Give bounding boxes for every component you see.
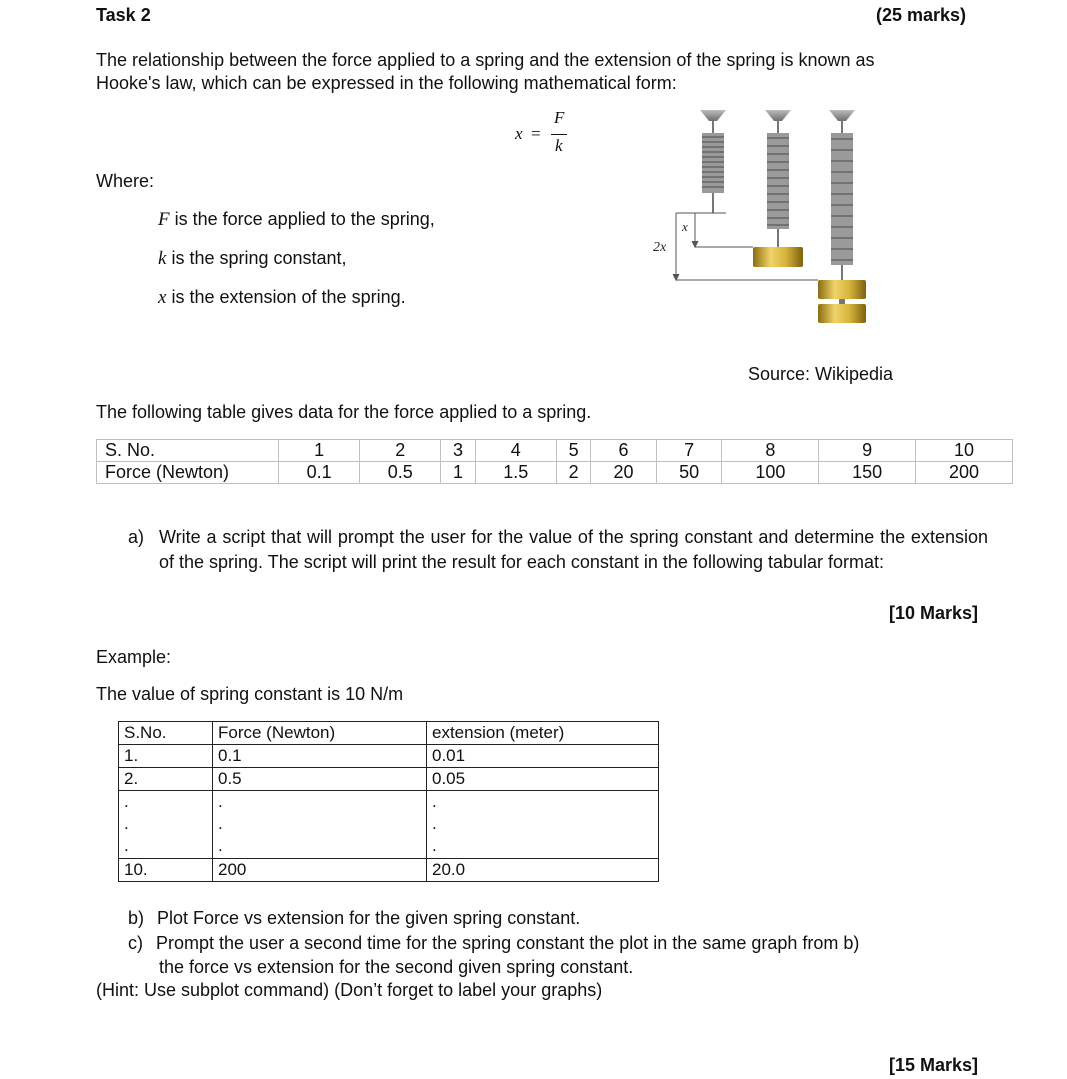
formula-equals: = xyxy=(531,124,541,143)
ellipsis-cell xyxy=(213,791,427,859)
force-cell: 0.1 xyxy=(279,462,360,484)
spring-3 xyxy=(831,121,853,280)
dot: . xyxy=(218,792,223,811)
dot: . xyxy=(124,814,129,833)
dot: . xyxy=(432,836,437,855)
cell: 20.0 xyxy=(427,859,659,882)
force-cell: 1.5 xyxy=(475,462,556,484)
question-c-line-2: the force vs extension for the second given spring constant. xyxy=(159,957,634,977)
question-a-label: a) xyxy=(128,527,145,547)
row-label-force: Force (Newton) xyxy=(97,462,279,484)
spring-2 xyxy=(767,121,789,247)
dot: . xyxy=(432,814,437,833)
where-item-constant xyxy=(158,248,347,270)
dot: . xyxy=(124,836,129,855)
task-title: Task 2 xyxy=(96,5,151,25)
where-item-extension xyxy=(158,287,406,309)
example-table xyxy=(118,721,659,882)
final-marks: [15 Marks] xyxy=(889,1055,979,1075)
example-label: Example: xyxy=(96,647,172,667)
ellipsis-cell xyxy=(427,791,659,859)
dot: . xyxy=(124,792,129,811)
sno-cell: 7 xyxy=(656,440,722,462)
sno-cell: 4 xyxy=(475,440,556,462)
table-row xyxy=(119,745,659,768)
table-row-ellipsis xyxy=(119,791,659,859)
force-cell: 2 xyxy=(556,462,590,484)
header-extension: extension (meter) xyxy=(427,722,659,745)
label-2x: 2x xyxy=(653,240,667,255)
question-c xyxy=(128,931,859,955)
formula-numerator: F xyxy=(554,108,565,127)
intro-line-1: The relationship between the force applied to a spring and the extension of the spring is known as xyxy=(96,50,875,70)
sno-cell: 3 xyxy=(441,440,475,462)
sno-cell: 9 xyxy=(819,440,916,462)
header-force: Force (Newton) xyxy=(213,722,427,745)
intro-line-2: Hooke's law, which can be expressed in the following mathematical form: xyxy=(96,73,677,93)
force-cell: 50 xyxy=(656,462,722,484)
question-b xyxy=(128,906,580,930)
dot: . xyxy=(218,836,223,855)
sno-cell: 1 xyxy=(279,440,360,462)
task-marks: (25 marks) xyxy=(876,5,967,25)
force-cell: 150 xyxy=(819,462,916,484)
where-label: Where: xyxy=(96,171,155,191)
cell: 2. xyxy=(119,768,213,791)
table-row-sno xyxy=(97,440,1013,462)
ellipsis-cell xyxy=(119,791,213,859)
table-row xyxy=(119,768,659,791)
sno-cell: 2 xyxy=(360,440,441,462)
question-a-marks: [10 Marks] xyxy=(889,603,979,623)
example-spring-line: The value of spring constant is 10 N/m xyxy=(96,684,404,704)
sno-cell: 6 xyxy=(591,440,657,462)
question-c-line-1: Prompt the user a second time for the spring constant the plot in the same graph from b) xyxy=(156,933,860,953)
formula-denominator: k xyxy=(555,136,563,155)
figure-source: Source: Wikipedia xyxy=(748,364,894,384)
question-a-text: Write a script that will prompt the user for the value of the spring constant and determine the extension of the spring. The script will print the result for each constant in the following tabular format: xyxy=(159,527,988,572)
table-row xyxy=(119,722,659,745)
force-data-table xyxy=(96,439,1013,484)
sno-cell: 10 xyxy=(916,440,1013,462)
question-a xyxy=(128,525,988,575)
where-item-text: is the force applied to the spring, xyxy=(174,209,435,229)
cell: 0.05 xyxy=(427,768,659,791)
force-cell: 0.5 xyxy=(360,462,441,484)
dot: . xyxy=(432,792,437,811)
cell: 10. xyxy=(119,859,213,882)
force-cell: 100 xyxy=(722,462,819,484)
label-x: x xyxy=(682,219,688,234)
table-row xyxy=(119,859,659,882)
cell: 0.1 xyxy=(213,745,427,768)
question-b-text: Plot Force vs extension for the given spring constant. xyxy=(157,908,581,928)
extension-markers xyxy=(673,213,818,280)
where-item-force xyxy=(158,209,435,231)
question-b-label: b) xyxy=(128,908,145,928)
dot: . xyxy=(218,814,223,833)
where-item-text: is the extension of the spring. xyxy=(171,287,406,307)
fraction-bar xyxy=(551,134,567,135)
row-label-sno: S. No. xyxy=(97,440,279,462)
force-cell: 200 xyxy=(916,462,1013,484)
cell: 1. xyxy=(119,745,213,768)
spring-diagram xyxy=(640,105,880,330)
cell: 0.01 xyxy=(427,745,659,768)
force-cell: 1 xyxy=(441,462,475,484)
sno-cell: 8 xyxy=(722,440,819,462)
formula-lhs: x xyxy=(515,124,523,143)
question-c-label: c) xyxy=(128,933,143,953)
table-intro: The following table gives data for the force applied to a spring. xyxy=(96,402,592,422)
hookes-law-formula xyxy=(513,108,583,160)
spring-mounts xyxy=(700,110,855,121)
table-row-force xyxy=(97,462,1013,484)
symbol-x: x xyxy=(158,287,167,308)
symbol-k: k xyxy=(158,248,167,269)
symbol-f: F xyxy=(158,209,170,230)
hint: (Hint: Use subplot command) (Don’t forget to label your graphs) xyxy=(96,980,603,1000)
spring-1 xyxy=(702,121,724,213)
sno-cell: 5 xyxy=(556,440,590,462)
header-sno: S.No. xyxy=(119,722,213,745)
cell: 0.5 xyxy=(213,768,427,791)
cell: 200 xyxy=(213,859,427,882)
force-cell: 20 xyxy=(591,462,657,484)
where-item-text: is the spring constant, xyxy=(171,248,347,268)
